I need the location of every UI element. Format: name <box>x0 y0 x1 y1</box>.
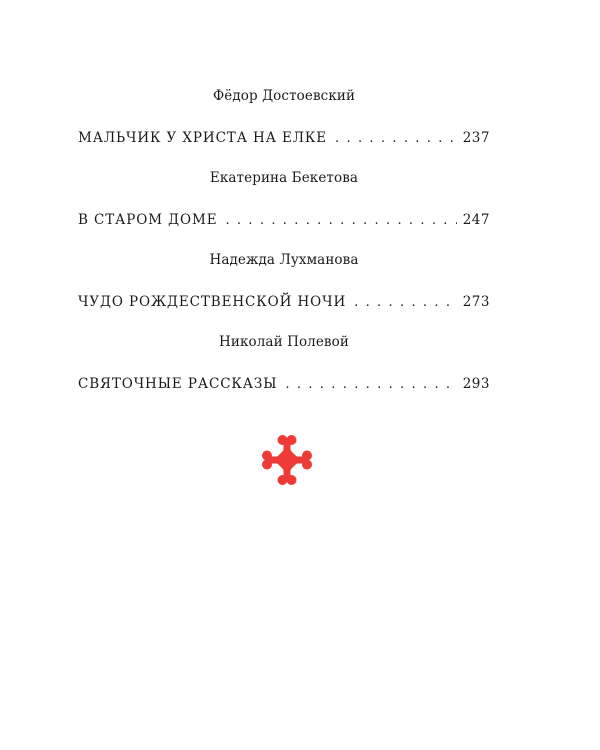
story-title: ЧУДО РОЖДЕСТВЕНСКОЙ НОЧИ <box>78 294 347 310</box>
toc-line[interactable] <box>78 210 490 230</box>
page-number: 293 <box>462 376 490 392</box>
page-number: 247 <box>462 212 490 228</box>
dot-leader <box>285 375 456 395</box>
cross-ornament-icon <box>261 434 313 486</box>
page-number: 273 <box>462 294 490 310</box>
toc-line[interactable] <box>78 374 490 394</box>
author-name: Екатерина Бекетова <box>209 170 359 186</box>
dot-leader <box>354 293 457 313</box>
toc-entry <box>78 332 490 394</box>
author-name: Надежда Лухманова <box>209 252 359 268</box>
toc-entry <box>78 250 490 312</box>
page-number: 237 <box>462 130 490 146</box>
toc-line[interactable] <box>78 128 490 148</box>
table-of-contents <box>78 86 490 414</box>
toc-line[interactable] <box>78 292 490 312</box>
toc-entry <box>78 168 490 230</box>
author-name: Фёдор Достоевский <box>212 88 356 104</box>
story-title: МАЛЬЧИК У ХРИСТА НА ЕЛКЕ <box>78 130 328 146</box>
dot-leader <box>335 129 457 149</box>
dot-leader <box>225 211 456 231</box>
story-title: В СТАРОМ ДОМЕ <box>78 212 218 228</box>
story-title: СВЯТОЧНЫЕ РАССКАЗЫ <box>78 376 278 392</box>
author-name: Николай Полевой <box>219 334 349 350</box>
toc-entry <box>78 86 490 148</box>
